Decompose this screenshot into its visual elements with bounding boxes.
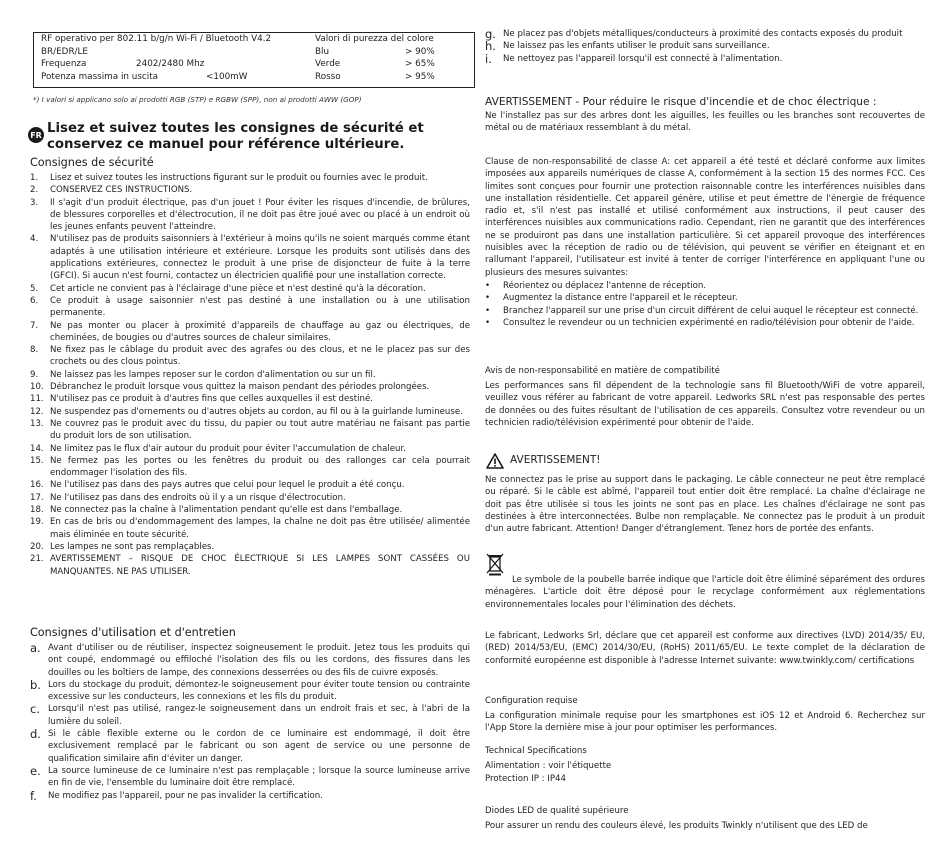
- spec-left: [41, 33, 331, 83]
- purity-value: > 65%: [405, 59, 435, 70]
- item-number: 6.: [30, 295, 39, 306]
- item-letter: a.: [30, 641, 41, 655]
- bullet-dot: •: [485, 281, 491, 291]
- item-text: AVERTISSEMENT – RISQUE DE CHOC ÉLECTRIQUE SI LES LAMPES SONT CASSÉES OU MANQUANTES. NE PAS UTILISER.: [50, 554, 470, 577]
- spec-row: [41, 58, 331, 71]
- item-number: 7.: [30, 320, 39, 331]
- purity-key: Rosso: [315, 71, 341, 82]
- item-text: Lisez et suivez toutes les instructions figurant sur le produit ou fournies avec le produit.: [50, 173, 428, 183]
- item-letter: i.: [485, 51, 492, 66]
- conformity-text: Le fabricant, Ledworks Srl, déclare que cet appareil est conforme aux directives (LVD) 2014/35/ EU, (RED) 2014/53/EU, (EMC) 2014/30/EU, (RoHS) 2011/65/EU. Le texte complet de la déclaration de conformité européenne est disponible à l'adresse Internet suivante: www.twinkly.com/ certifications: [485, 631, 925, 666]
- class-a-text: Clause de non-responsabilité de classe A: cet appareil a été testé et déclaré conforme aux limites imposées aux appareils numériques de classe A, conformément à la section 15 des normes FCC. Ces limites sont conçues pour fournir une protection raisonnable contre les interférences nuisibles dans une installation résidentielle. Cet appareil génère, utilise et peut émettre de l'énergie de fréquence radio et, s'il n'est pas installé et utilisé conformément aux instructions, il peut causer des interférences nuisibles aux communications radio. Cependant, rien ne garantit que des interférences ne se produiront pas dans une installation particulière. Si cet appareil provoque des interférences nuisibles avec la réception de radio ou de télévision, qui peuvent se vérifier en éteignant et en rallumant l'appareil, l'utilisateur est invité à tenter de corriger l'interférence en appliquant l'une ou plusieurs des mesures suivantes:: [485, 157, 925, 278]
- list-item: [30, 320, 470, 345]
- list-item: [485, 53, 925, 65]
- spec-value: 2402/2480 Mhz: [136, 59, 205, 70]
- bullet-item: [485, 292, 925, 304]
- warning-icon: [486, 453, 504, 469]
- item-text: Ne limitez pas le flux d'air autour du produit pour éviter l'accumulation de chaleur.: [50, 443, 406, 454]
- item-text: Cet article ne convient pas à l'éclairage d'une pièce et n'est destiné qu'à la décoration.: [50, 283, 426, 294]
- config-text: La configuration minimale requise pour les smartphones est iOS 12 et Android 6. Recherchez sur l'App Store la dernière mise à jour pour optimiser les performances.: [485, 711, 925, 734]
- list-item: [30, 642, 470, 679]
- compat-text: Les performances sans fil dépendent de la technologie sans fil Bluetooth/WiFi de votre appareil, veuillez vous référer au fabricant de votre appareil. Ledworks SRL n'est pas responsable des pertes de données ou des fuites résultant de l'utilisation de ces appareils. Consultez votre revendeur ou un technicien radio/télévision expérimenté pour obtenir de l'aide.: [485, 381, 925, 428]
- list-item: [30, 728, 470, 765]
- fire-warning-title: AVERTISSEMENT - Pour réduire le risque d'incendie et de choc électrique :: [485, 96, 877, 108]
- tech-spec-lines: [485, 760, 925, 786]
- item-text: Lors du stockage du produit, démontez-le soigneusement pour éviter toute tension ou contrainte excessive sur les conducteurs, les connexions et les fils du produit.: [48, 679, 470, 703]
- safety-title: Consignes de sécurité: [30, 156, 154, 169]
- item-text: Ne l'utilisez pas dans des pays autres que celui pour lequel le produit a été conçu.: [50, 480, 405, 491]
- item-text: Ne pas monter ou placer à proximité d'appareils de chauffage au gaz ou électriques, de cheminées, de bougies ou d'autres sources de chaleur similaires.: [50, 320, 470, 343]
- bullet-text: Augmentez la distance entre l'appareil et le récepteur.: [503, 293, 738, 304]
- item-number: 17.: [30, 492, 44, 503]
- item-text: Ne l'utilisez pas dans des endroits où il y a un risque d'électrocution.: [50, 492, 346, 503]
- item-text: Ne couvrez pas le produit avec du tissu, du papier ou tout autre matériau ne faisant pas partie du produit lors de son utilisation.: [50, 418, 470, 442]
- item-text: Il s'agit d'un produit électrique, pas d'un jouet ! Pour éviter les risques d'incendie, de brûlures, de blessures corporelles et d'électrocution, il ne doit pas être joué avec ou placé à un endroit où les jeunes enfants peuvent l'atteindre.: [50, 197, 470, 233]
- list-item: [30, 492, 470, 504]
- item-text: Ne nettoyez pas l'appareil lorsqu'il est connecté à l'alimentation.: [503, 53, 783, 64]
- item-text: Ne laissez pas les lampes reposer sur le cordon d'alimentation ou sur un fil.: [50, 369, 376, 380]
- item-number: 14.: [30, 443, 44, 454]
- bullet-item: [485, 305, 925, 317]
- item-text: Si le câble flexible externe ou le cordon de ce luminaire est endommagé, il doit être exclusivement remplacé par le fabricant ou son agent de service ou une personne de qualification similaire afin d'éviter un danger.: [48, 729, 470, 764]
- item-text: Ne fermez pas les portes ou les fenêtres du produit ou des rallonges car cela pourrait endommager l'isolation des fils.: [50, 455, 470, 479]
- item-number: 20.: [30, 541, 44, 552]
- tech-title: Technical Specifications: [485, 746, 587, 756]
- warning2-title: AVERTISSEMENT!: [510, 454, 601, 466]
- list-item: [485, 40, 925, 52]
- bullet-item: [485, 280, 925, 292]
- item-letter: h.: [485, 39, 496, 54]
- list-item: [30, 479, 470, 491]
- list-item: [30, 172, 470, 184]
- crossed-bin-icon: [486, 552, 504, 576]
- purity-title: Valori di purezza del colore: [315, 34, 434, 44]
- tech-line-power: Alimentation : voir l'étiquette: [485, 761, 612, 771]
- list-item: [30, 233, 470, 282]
- usage-title: Consignes d'utilisation et d'entretien: [30, 626, 236, 639]
- bullet-dot: •: [485, 293, 491, 304]
- purity-key: Verde: [315, 59, 341, 70]
- list-item: [30, 418, 470, 443]
- item-text: Ne laissez pas les enfants utiliser le produit sans surveillance.: [503, 41, 770, 52]
- item-number: 12.: [30, 406, 44, 417]
- list-item: [30, 197, 470, 234]
- item-number: 15.: [30, 455, 44, 466]
- list-item: [30, 765, 470, 790]
- item-number: 8.: [30, 345, 39, 356]
- item-text: Ne fixez pas le câblage du produit avec des agrafes ou des clous, et ne le placez pas sur des crochets ou des clous pointus.: [50, 345, 470, 368]
- item-text: Ne connectez pas la chaîne à l'alimentation pendant qu'elle est dans l'emballage.: [50, 505, 403, 516]
- list-item: [30, 283, 470, 295]
- list-item: [30, 295, 470, 320]
- item-number: 3.: [30, 197, 39, 208]
- purity-value: > 95%: [405, 71, 435, 82]
- purity-key: Blu: [315, 46, 330, 57]
- list-item: [30, 553, 470, 578]
- spec-line: BR/EDR/LE: [41, 46, 88, 57]
- item-text: Avant d'utiliser ou de réutiliser, inspectez soigneusement le produit. Jetez tous les produits qui ont coupé, endommagé ou effiloché l'isolation des fils ou les cordons, des fissures dans les douilles ou les boîtiers de lampe, des connexions desserrées ou des fils de cuivre exposés.: [48, 643, 470, 678]
- spec-value: <100mW: [206, 71, 248, 82]
- warning2-text: Ne connectez pas le prise au support dans le packaging. Le câble connecteur ne peut être remplacé ou réparé. Si le câble est abîmé, l'appareil tout entier doit être remplacé. La chaîne d'éclairage ne doit pas être utilisée si tous les joints ne sont pas en place. Les chaînes d'éclairage ne sont pas destinées à être interconnectées. Bulbe non remplaçable. Ne connectez pas le produit à un produit d'un autre fabricant. Attention! Danger d'étranglement. Tenez hors de portée des enfants.: [485, 475, 925, 535]
- safety-list: [30, 172, 470, 578]
- item-letter: e.: [30, 763, 41, 778]
- list-item: [30, 184, 470, 196]
- bullet-dot: •: [485, 317, 491, 328]
- list-item: [30, 504, 470, 516]
- item-text: Ce produit à usage saisonnier n'est pas destiné à une installation ou à une utilisation permanente.: [50, 295, 470, 319]
- spec-row: [41, 71, 331, 84]
- item-text: Débranchez le produit lorsque vous quittez la maison pendant des périodes prolongées.: [50, 382, 430, 393]
- bullet-dot: •: [485, 305, 491, 316]
- list-item: [30, 516, 470, 541]
- item-letter: g.: [485, 27, 496, 41]
- item-number: 5.: [30, 283, 39, 294]
- bullet-text: Consultez le revendeur ou un technicien expérimenté en radio/télévision pour obtenir de l'aide.: [503, 317, 915, 328]
- spec-table: [33, 32, 475, 88]
- item-text: N'utilisez pas ce produit à d'autres fins que celles auxquelles il est destiné.: [50, 394, 373, 405]
- spec-key: Frequenza: [41, 59, 87, 70]
- item-number: 4.: [30, 234, 39, 245]
- purity-value: > 90%: [405, 46, 435, 57]
- class-a-bullets: [485, 280, 925, 329]
- item-number: 18.: [30, 505, 44, 516]
- leds-title: Diodes LED de qualité supérieure: [485, 806, 629, 816]
- list-item: [30, 344, 470, 369]
- item-number: 10.: [30, 382, 44, 393]
- purity-values: [315, 33, 475, 83]
- spec-line: RF operativo per 802.11 b/g/n Wi-Fi / Bluetooth V4.2: [41, 34, 272, 44]
- list-item: [30, 406, 470, 418]
- bullet-text: Branchez l'appareil sur une prise d'un circuit différent de celui auquel le récepteur est connecté.: [503, 305, 919, 316]
- main-heading: Lisez et suivez toutes les consignes de sécurité et conservez ce manuel pour référence ultérieure.: [47, 121, 424, 152]
- item-letter: f.: [30, 788, 37, 803]
- item-text: Ne placez pas d'objets métalliques/conducteurs à proximité des contacts exposés du produit: [503, 29, 903, 39]
- item-text: N'utilisez pas de produits saisonniers à l'extérieur à moins qu'ils ne soient marqués comme étant adaptés à une utilisation intérieure et extérieure. Lorsque les produits sont utilisés dans des applications extérieures, connectez le produit à une prise de disjoncteur de fuite à la terre (GFCI). Si aucun n'est fourni, contactez un électricien qualifié pour une installation correcte.: [50, 234, 470, 282]
- list-item: [30, 679, 470, 704]
- list-item: [485, 28, 925, 40]
- usage-list-continued: [485, 28, 925, 65]
- item-letter: b.: [30, 677, 41, 692]
- spec-footnote: *) I valori si applicano solo ai prodotti RGB (STP) e RGBW (SPP), non ai prodotti AWW (GOP): [33, 95, 362, 104]
- language-badge: FR: [28, 127, 44, 143]
- item-number: 13.: [30, 418, 44, 429]
- bullet-text: Réorientez ou déplacez l'antenne de réception.: [503, 281, 707, 291]
- bullet-item: [485, 317, 925, 329]
- item-text: Ne suspendez pas d'ornements ou d'autres objets au cordon, au fil ou à la guirlande lumineuse.: [50, 406, 463, 417]
- item-number: 21.: [30, 554, 44, 565]
- item-number: 16.: [30, 480, 44, 491]
- list-item: [30, 393, 470, 405]
- item-number: 2.: [30, 185, 39, 196]
- spec-key: Potenza massima in uscita: [41, 71, 159, 82]
- purity-row: [315, 58, 475, 71]
- leds-text: Pour assurer un rendu des couleurs élevé, les produits Twinkly n'utilisent que des LED de: [485, 821, 868, 831]
- item-text: Ne modifiez pas l'appareil, pour ne pas invalider la certification.: [48, 790, 323, 801]
- purity-row: [315, 71, 475, 84]
- item-text: Les lampes ne sont pas remplaçables.: [50, 541, 215, 552]
- fire-warning-text: Ne l'installez pas sur des arbres dont les aiguilles, les feuilles ou les branches sont recouvertes de métal ou de matériaux ressemblant à du métal.: [485, 111, 925, 134]
- item-letter: d.: [30, 727, 41, 742]
- item-number: 11.: [30, 394, 44, 405]
- list-item: [30, 541, 470, 553]
- list-item: [30, 455, 470, 480]
- compat-title: Avis de non-responsabilité en matière de compatibilité: [485, 366, 720, 376]
- list-item: [30, 703, 470, 728]
- item-text: La source lumineuse de ce luminaire n'est pas remplaçable ; lorsque la source lumineuse arrive en fin de vie, l'ensemble du luminaire doit être remplacé.: [48, 765, 470, 789]
- purity-row: [315, 46, 475, 59]
- item-number: 1.: [30, 173, 39, 183]
- item-text: Lorsqu'il n'est pas utilisé, rangez-le soigneusement dans un endroit frais et sec, à l'abri de la lumière du soleil.: [48, 704, 470, 727]
- tech-line-ip: Protection IP : IP44: [485, 774, 566, 784]
- list-item: [30, 443, 470, 455]
- list-item: [30, 381, 470, 393]
- list-item: [30, 790, 470, 802]
- item-number: 9.: [30, 369, 39, 380]
- weee-text: Le symbole de la poubelle barrée indique que l'article doit être éliminé séparément des ordures ménagères. L'article doit être déposé pour le recyclage conformément aux réglementations environnementales locales pour l'élimination des déchets.: [485, 575, 925, 610]
- item-text: CONSERVEZ CES INSTRUCTIONS.: [50, 185, 193, 196]
- list-item: [30, 369, 470, 381]
- item-number: 19.: [30, 517, 44, 528]
- item-letter: c.: [30, 702, 40, 717]
- config-title: Configuration requise: [485, 696, 578, 706]
- item-text: En cas de bris ou d'endommagement des lampes, la chaîne ne doit pas être utilisée/ alimentée mais éliminée en toute sécurité.: [50, 517, 470, 540]
- usage-list: [30, 642, 470, 802]
